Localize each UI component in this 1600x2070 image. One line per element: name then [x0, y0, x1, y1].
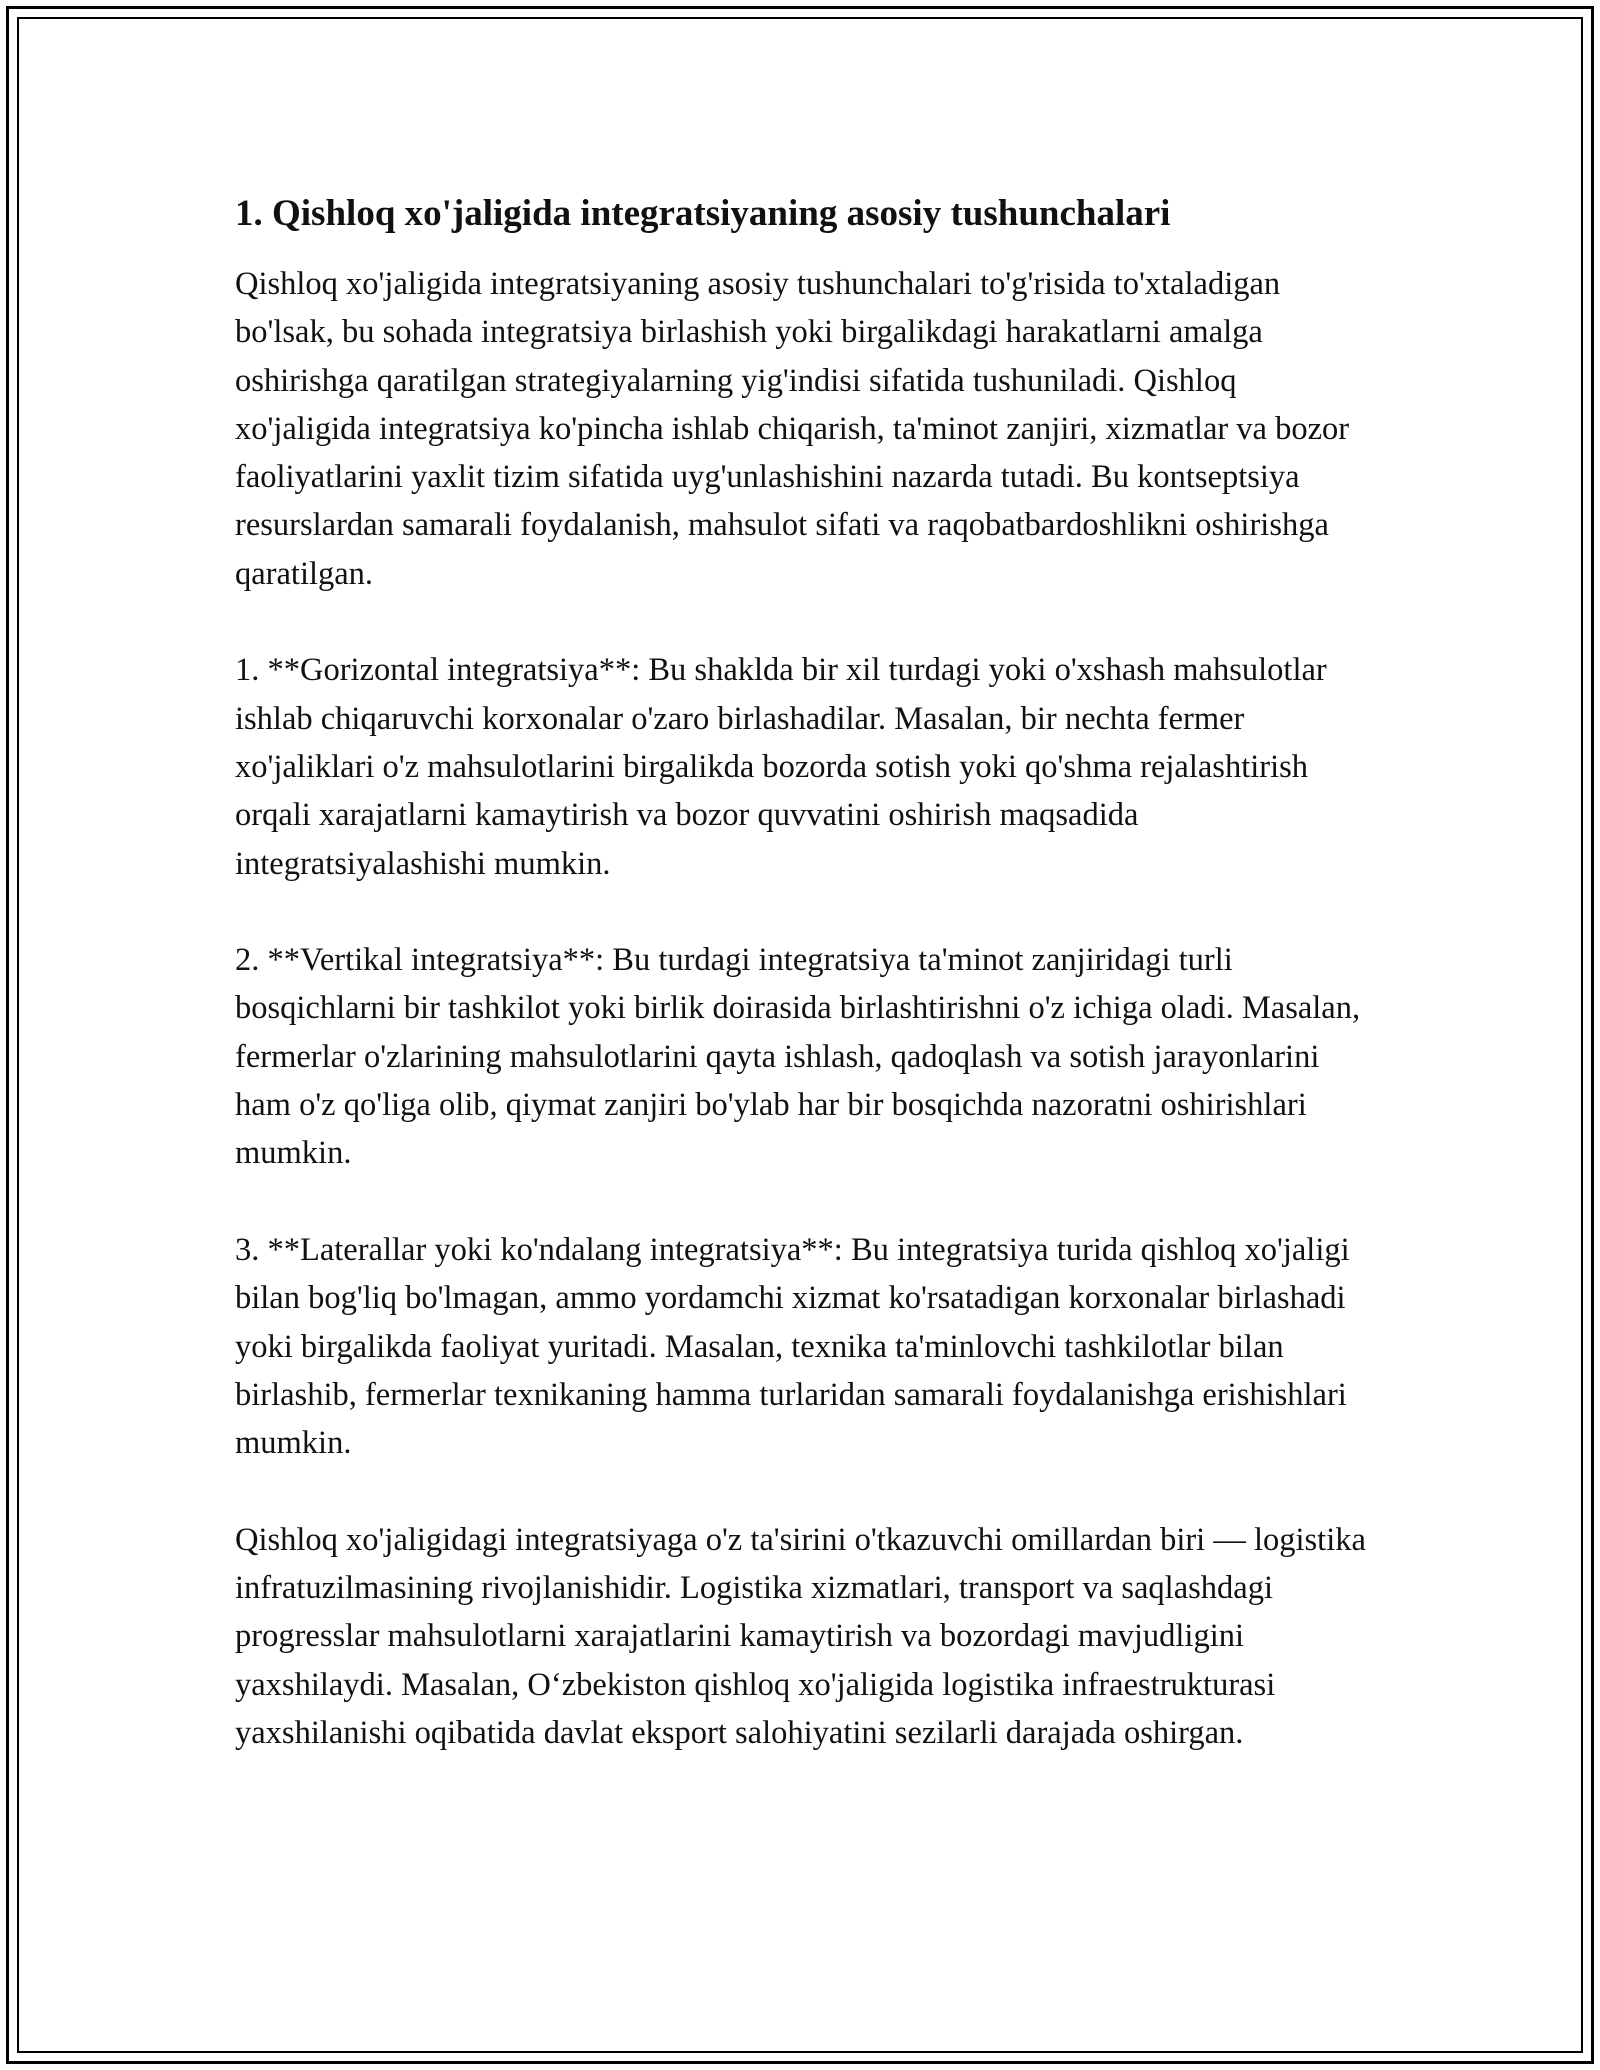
- document-title: 1. Qishloq xo'jaligida integratsiyaning asosiy tushunchalari: [235, 193, 1171, 234]
- vertical-integration-paragraph: 2. **Vertikal integratsiya**: Bu turdagi integratsiya ta'minot zanjiridagi turli bosqichlarni bir tashkilot yoki birlik doirasida birlashtirishni o'z ichiga oladi. Masalan, fermerlar o'zlarining mahsulotlarini qayta ishlash, qadoqlash va sotish jarayonlarini ham o'z qo'liga olib, qiymat zanjiri bo'ylab har bir bosqichda nazoratni oshirishlari mumkin.: [235, 942, 1361, 1172]
- intro-paragraph: Qishloq xo'jaligida integratsiyaning asosiy tushunchalari to'g'risida to'xtaladigan bo'lsak, bu sohada integratsiya birlashish yoki birgalikdagi harakatlarni amalga oshirishga qaratilgan strategiyalarning yig'indisi sifatida tushuniladi. Qishloq xo'jaligida integratsiya ko'pincha ishlab chiqarish, ta'minot zanjiri, xizmatlar va bozor faoliyatlarini yaxlit tizim sifatida uyg'unlashishini nazarda tutadi. Bu kontseptsiya resurslardan samarali foydalanish, mahsulot sifati va raqobatbardoshlikni oshirishga qaratilgan.: [235, 266, 1350, 592]
- horizontal-integration-paragraph: 1. **Gorizontal integratsiya**: Bu shaklda bir xil turdagi yoki o'xshash mahsulotlar ishlab chiqaruvchi korxonalar o'zaro birlashadilar. Masalan, bir nechta fermer xo'jaliklari o'z mahsulotlarini birgalikda bozorda sotish yoki qo'shma rejalashtirish orqali xarajatlarni kamaytirish va bozor quvvatini oshirish maqsadida integratsiyalashishi mumkin.: [235, 652, 1327, 882]
- document-body: [235, 190, 1375, 1806]
- logistics-paragraph: Qishloq xo'jaligidagi integratsiyaga o'z ta'sirini o'tkazuvchi omillardan biri — logistika infratuzilmasining rivojlanishidir. Logistika xizmatlari, transport va saqlashdagi progresslar mahsulotlarni xarajatlarini kamaytirish va bozordagi mavjudligini yaxshilaydi. Masalan, O‘zbekiston qishloq xo'jaligida logistika infraestrukturasi yaxshilanishi oqibatida davlat eksport salohiyatini sezilarli darajada oshirgan.: [235, 1521, 1366, 1751]
- lateral-integration-paragraph: 3. **Laterallar yoki ko'ndalang integratsiya**: Bu integratsiya turida qishloq xo'jaligi bilan bog'liq bo'lmagan, ammo yordamchi xizmat ko'rsatadigan korxonalar birlashadi yoki birgalikda faoliyat yuritadi. Masalan, texnika ta'minlovchi tashkilotlar bilan birlashib, fermerlar texnikaning hamma turlaridan samarali foydalanishga erishishlari mumkin.: [235, 1231, 1350, 1462]
